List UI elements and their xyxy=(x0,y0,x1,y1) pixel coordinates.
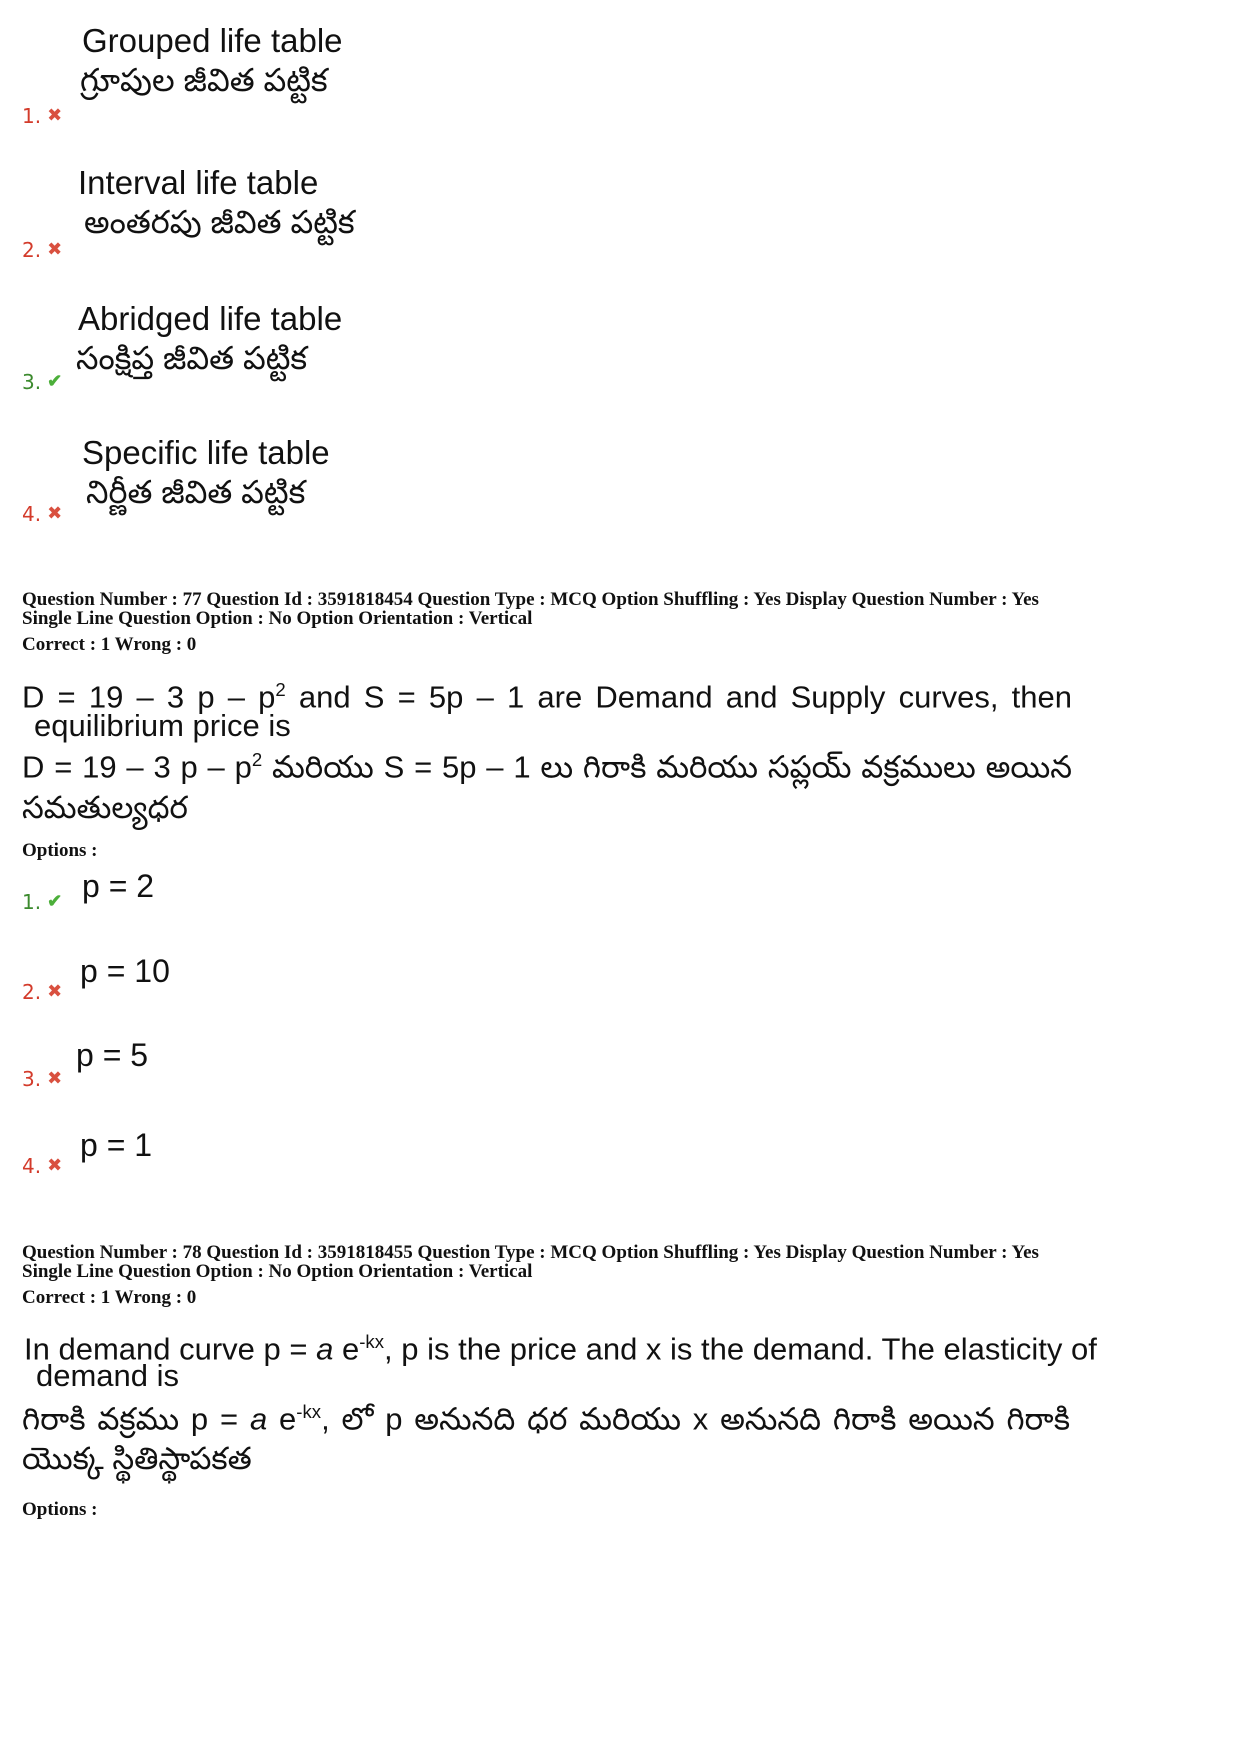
q78-q-te-exponent: -kx xyxy=(296,1401,322,1422)
q77-option-3[interactable] xyxy=(22,1067,62,1091)
q77-option-1[interactable] xyxy=(22,890,62,914)
prev-option-1-telugu: గ్రూపుల జీవిత పట్టిక xyxy=(80,62,328,98)
option-number: 3. xyxy=(22,1067,42,1091)
q78-q-en-text: In demand curve p = xyxy=(24,1331,317,1367)
q77-question-english-line2: equilibrium price is xyxy=(34,708,291,743)
q78-q-te-text-2: , లో p అనునది ధర మరియు x అనునది గిరాకి అయిన గిరాకి xyxy=(321,1401,1070,1437)
q78-question-english-line1 xyxy=(24,1324,1097,1367)
prev-option-3-marker xyxy=(22,370,62,394)
q77-option-2-text: p = 10 xyxy=(80,953,170,989)
prev-option-3-telugu: సంక్షిప్త జీవిత పట్టిక xyxy=(76,340,308,376)
option-number: 2. xyxy=(22,238,42,262)
q78-q-te-text: గిరాకి వక్రము p = xyxy=(22,1401,250,1437)
q77-q-en-text: D = 19 – 3 p – p xyxy=(22,679,276,715)
q77-option-2[interactable] xyxy=(22,980,62,1004)
q77-question-telugu-line2: సమతుల్యధర xyxy=(22,790,188,825)
q77-option-4[interactable] xyxy=(22,1154,62,1178)
option-number: 4. xyxy=(22,1154,42,1178)
q77-option-1-text: p = 2 xyxy=(82,868,155,904)
cross-icon: ✖ xyxy=(47,1068,63,1088)
q77-q-te-text: D = 19 – 3 p – p xyxy=(22,749,252,785)
prev-option-1-english: Grouped life table xyxy=(82,22,343,59)
q78-question-english-line2: demand is xyxy=(36,1358,180,1393)
prev-option-3-english: Abridged life table xyxy=(78,300,343,337)
q78-question-telugu-line1 xyxy=(22,1394,1070,1437)
q78-meta-line2: Single Line Question Option : No Option Orientation : Vertical xyxy=(22,1261,533,1282)
q78-marks: Correct : 1 Wrong : 0 xyxy=(22,1287,197,1308)
prev-option-4-telugu: నిర్ణీత జీవిత పట్టిక xyxy=(86,474,306,510)
q78-q-en-var-a: a xyxy=(316,1331,334,1367)
q77-option-3-text: p = 5 xyxy=(76,1037,149,1073)
cross-icon: ✖ xyxy=(47,105,63,125)
prev-option-2-telugu: అంతరపు జీవిత పట్టిక xyxy=(84,204,355,240)
q78-meta-line1: Question Number : 78 Question Id : 3591818455 Question Type : MCQ Option Shuffling : Yes Display Question Number : Yes xyxy=(22,1242,1039,1263)
q78-q-te-var-a: a xyxy=(249,1401,268,1437)
q77-marks: Correct : 1 Wrong : 0 xyxy=(22,634,197,655)
prev-option-2-english: Interval life table xyxy=(78,164,319,201)
check-icon: ✔ xyxy=(47,371,63,391)
cross-icon: ✖ xyxy=(47,981,63,1001)
cross-icon: ✖ xyxy=(47,503,63,523)
q77-meta-line2: Single Line Question Option : No Option Orientation : Vertical xyxy=(22,608,533,629)
q78-q-en-e: e xyxy=(333,1331,360,1367)
q77-q-en-exponent: 2 xyxy=(275,679,286,700)
prev-option-4-marker xyxy=(22,502,62,526)
option-number: 1. xyxy=(22,104,42,128)
q78-q-en-text-2: , p is the price and x is the demand. The elasticity of xyxy=(384,1331,1097,1367)
q77-option-4-text: p = 1 xyxy=(80,1127,153,1163)
cross-icon: ✖ xyxy=(47,1155,63,1175)
q78-q-en-exponent: -kx xyxy=(359,1331,384,1352)
q77-meta-line1: Question Number : 77 Question Id : 3591818454 Question Type : MCQ Option Shuffling : Yes Display Question Number : Yes xyxy=(22,589,1039,610)
check-icon: ✔ xyxy=(47,891,63,911)
option-number: 2. xyxy=(22,980,42,1004)
prev-option-2-marker xyxy=(22,238,62,262)
option-number: 1. xyxy=(22,890,42,914)
q78-q-te-e: e xyxy=(267,1401,297,1437)
q77-options-label: Options : xyxy=(22,840,98,861)
option-number: 3. xyxy=(22,370,42,394)
q77-q-te-exponent: 2 xyxy=(251,749,263,770)
q77-q-te-text-2: మరియు S = 5p – 1 లు గిరాకి మరియు సప్లయ్ వక్రములు అయిన xyxy=(262,749,1072,785)
q77-question-telugu-line1 xyxy=(22,742,1072,785)
prev-option-4-english: Specific life table xyxy=(82,434,330,471)
q78-options-label: Options : xyxy=(22,1499,98,1520)
prev-option-1-marker xyxy=(22,104,62,128)
cross-icon: ✖ xyxy=(47,239,63,259)
q78-question-telugu-line2: యొక్క స్థితిస్థాపకత xyxy=(22,1441,252,1476)
option-number: 4. xyxy=(22,502,42,526)
q77-q-en-text-2: and S = 5p – 1 are Demand and Supply curves, then xyxy=(285,679,1073,715)
